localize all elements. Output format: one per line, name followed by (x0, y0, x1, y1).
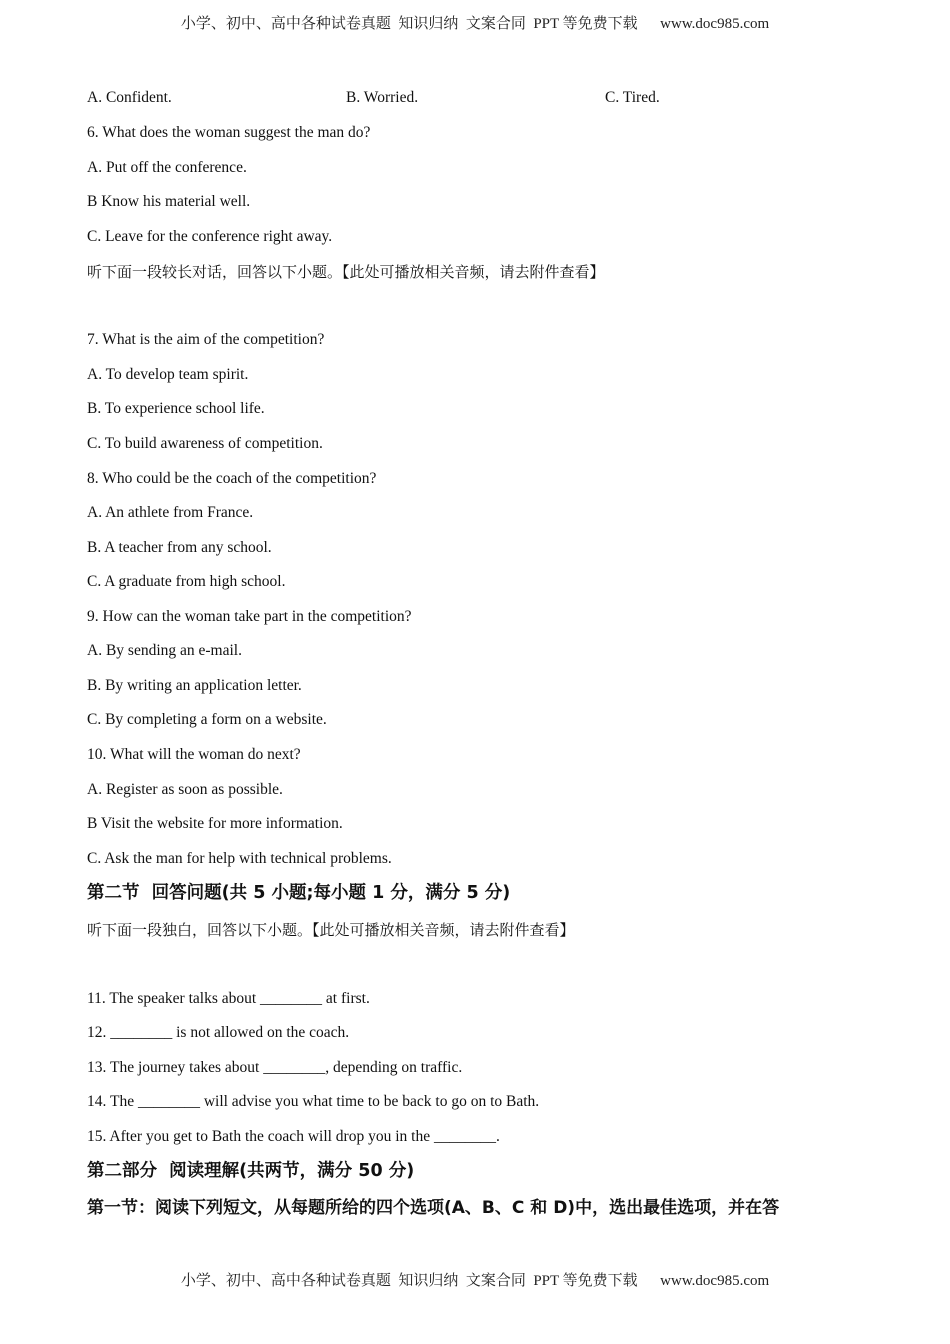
question-10: 10. What will the woman do next? (87, 746, 301, 763)
page-footer: 小学、初中、高中各种试卷真题 知识归纳 文案合同 PPT 等免费下载 www.doc985.com (180, 1273, 770, 1289)
q8-option-c: C. A graduate from high school. (87, 573, 286, 590)
question-14: 14. The ________ will advise you what time to be back to go on to Bath. (87, 1093, 540, 1110)
question-9: 9. How can the woman take part in the competition? (87, 608, 412, 625)
q6-option-a: A. Put off the conference. (87, 159, 247, 176)
q7-option-a: A. To develop team spirit. (87, 366, 249, 383)
monologue-instruction: 听下面一段独白，回答以下小题。【此处可播放相关音频，请去附件查看】 (87, 921, 575, 939)
q7-option-b: B. To experience school life. (87, 400, 265, 417)
q9-option-c: C. By completing a form on a website. (87, 711, 327, 728)
q10-option-a: A. Register as soon as possible. (87, 781, 283, 798)
q5-option-a: A. Confident. (87, 89, 172, 106)
part-2-heading: 第二部分 阅读理解(共两节，满分 50 分) (87, 1161, 415, 1181)
q5-option-b: B. Worried. (346, 89, 419, 106)
question-15: 15. After you get to Bath the coach will drop you in the ________. (87, 1128, 500, 1145)
q10-option-b: B Visit the website for more information. (87, 815, 343, 832)
question-7: 7. What is the aim of the competition? (87, 331, 325, 348)
question-11: 11. The speaker talks about ________ at first. (87, 990, 370, 1007)
q8-option-b: B. A teacher from any school. (87, 539, 272, 556)
q7-option-c: C. To build awareness of competition. (87, 435, 323, 452)
q6-option-b: B Know his material well. (87, 193, 251, 210)
page-header: 小学、初中、高中各种试卷真题 知识归纳 文案合同 PPT 等免费下载 www.doc985.com (180, 16, 770, 32)
q8-option-a: A. An athlete from France. (87, 504, 254, 521)
section-2-heading: 第二节 回答问题(共 5 小题;每小题 1 分，满分 5 分) (87, 883, 511, 903)
reading-section-instruction: 第一节：阅读下列短文，从每题所给的四个选项(A、B、C 和 D)中，选出最佳选项，并在答 (87, 1198, 780, 1218)
question-8: 8. Who could be the coach of the competition? (87, 470, 377, 487)
q5-option-c: C. Tired. (605, 89, 660, 106)
question-13: 13. The journey takes about ________, depending on traffic. (87, 1059, 463, 1076)
q9-option-a: A. By sending an e-mail. (87, 642, 242, 659)
q6-option-c: C. Leave for the conference right away. (87, 228, 333, 245)
q10-option-c: C. Ask the man for help with technical problems. (87, 850, 392, 867)
dialogue-instruction: 听下面一段较长对话，回答以下小题。【此处可播放相关音频，请去附件查看】 (87, 263, 605, 281)
question-6: 6. What does the woman suggest the man do? (87, 124, 371, 141)
question-12: 12. ________ is not allowed on the coach. (87, 1024, 350, 1041)
q9-option-b: B. By writing an application letter. (87, 677, 302, 694)
